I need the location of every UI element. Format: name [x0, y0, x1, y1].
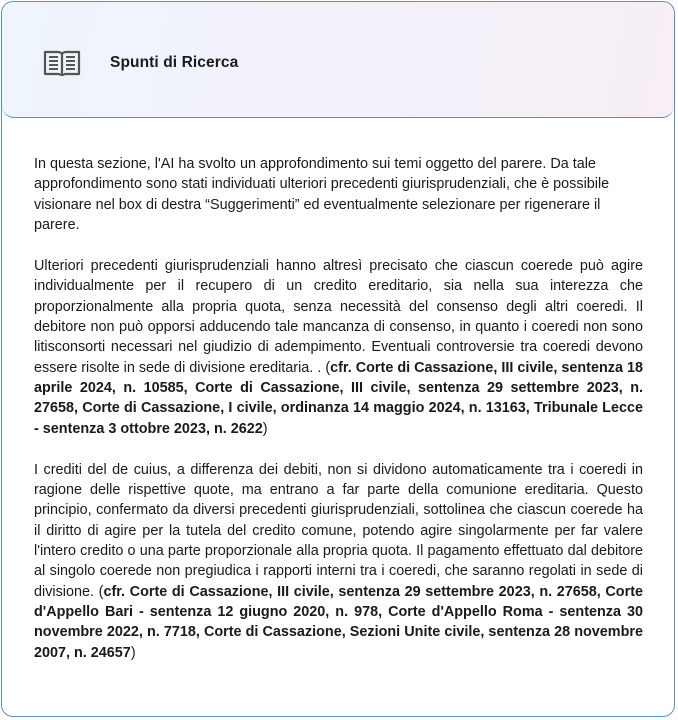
open-book-icon	[42, 47, 82, 79]
card-content	[34, 154, 643, 684]
paragraph-3	[34, 460, 643, 663]
intro-text: In questa sezione, l'AI ha svolto un approfondimento sui temi oggetto del parere. Da tale approfondimento sono stati individuati ulteriori precedenti giurisprudenziali, che è possibile visionare nel box di destra “Suggerimenti” ed eventualmente selezionare per rigenerare il parere.	[34, 156, 610, 233]
paragraph-3-text: I crediti del de cuius, a differenza dei debiti, non si dividono automaticamente tra i coeredi in ragione delle rispettive quote, ma entrano a far parte della comunione ereditaria. Questo principio, confermato da diversi precedenti giurisprudenziali, sottolinea che ciascun coerede ha il diritto di agire per la tutela del credito comune, potendo agire singolarmente per far valere l'intero credito o una parte proporzionale alla propria quota. Il pagamento effettuato dal debitore al singolo coerede non pregiudica i rapporti interni tra i coeredi, che saranno regolati in sede di divisione. (	[34, 461, 643, 600]
paragraph-2	[34, 256, 643, 439]
paragraph-3-tail: )	[130, 644, 136, 661]
research-card	[1, 1, 675, 717]
paragraph-2-text: Ulteriori precedenti giurisprudenziali hanno altresì precisato che ciascun coerede può agire individualmente per il recupero di un credito ereditario, sia nella sua interezza che proporzionalmente alla propria quota, senza necessità del consenso degli altri coeredi. Il debitore non può opporsi adducendo tale mancanza di consenso, in quanto i coeredi non sono litisconsorti necessari nel giudizio di adempimento. Eventuali controversie tra coeredi devono essere risolte in sede di divisione ereditaria. . (	[34, 258, 643, 376]
card-title: Spunti di Ricerca	[110, 54, 239, 71]
paragraph-2-citation: cfr. Corte di Cassazione, III civile, sentenza 18 aprile 2024, n. 10585, Corte di Cassazione, III civile, sentenza 29 settembre 2023, n. 27658, Corte di Cassazione, I civile, ordinanza 14 maggio 2024, n. 13163, Tribunale Lecce - sentenza 3 ottobre 2023, n. 2622	[34, 359, 643, 437]
card-header	[2, 2, 674, 118]
paragraph-3-citation: cfr. Corte di Cassazione, III civile, sentenza 29 settembre 2023, n. 27658, Corte d'Appello Bari - sentenza 12 giugno 2020, n. 978, Corte d'Appello Roma - sentenza 30 novembre 2022, n. 7718, Corte di Cassazione, Sezioni Unite civile, sentenza 28 novembre 2007, n. 24657	[34, 583, 643, 661]
paragraph-2-tail: )	[262, 420, 268, 437]
intro-paragraph	[34, 154, 643, 235]
